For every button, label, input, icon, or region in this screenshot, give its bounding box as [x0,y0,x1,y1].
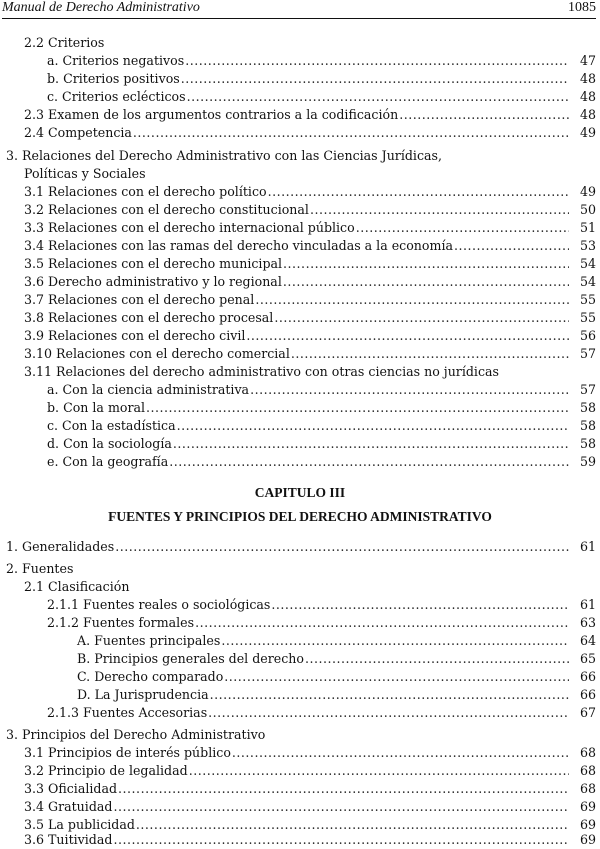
toc-entry: 1. Generalidades ..... 61 [6,538,596,556]
toc-entry: 2.1.2 Fuentes formales ..... 63 [47,614,596,632]
toc-entry: 3.5 La publicidad ..... 69 [24,816,596,834]
toc-entry: 3.10 Relaciones con el derecho comercial ..... 57 [24,345,596,363]
toc-heading: 3. Relaciones del Derecho Administrativo con las Ciencias Jurídicas, [6,148,442,163]
page-number: 1085 [568,0,596,15]
toc-entry: 3.1 Relaciones con el derecho político ..... 49 [24,183,596,201]
toc-entry: 3.2 Principio de legalidad ..... 68 [24,762,596,780]
toc-entry: b. Con la moral ..... 58 [47,399,596,417]
toc-entry: 2.1.3 Fuentes Accesorias ..... 67 [47,704,596,722]
toc-entry: e. Con la geografía ..... 59 [47,453,596,471]
toc-entry: 3.1 Principios de interés público ..... 68 [24,744,596,762]
toc-entry: C. Derecho comparado ..... 66 [77,668,596,686]
chapter-title: FUENTES Y PRINCIPIOS DEL DERECHO ADMINISTRATIVO [108,509,492,524]
toc-entry: 3.4 Gratuidad ..... 69 [24,798,596,816]
toc-heading: Políticas y Sociales [24,166,146,181]
toc-entry: 2.1.1 Fuentes reales o sociológicas ..... 61 [47,596,596,614]
toc-entry: c. Criterios eclécticos ..... 48 [47,88,596,106]
toc-entry: A. Fuentes principales ..... 64 [77,632,596,650]
toc-entry: a. Criterios negativos ..... 47 [47,52,596,70]
toc-entry: 3.3 Relaciones con el derecho internacional público ..... 51 [24,219,596,237]
toc-heading: 3.11 Relaciones del derecho administrativo con otras ciencias no jurídicas [24,364,499,379]
book-title: Manual de Derecho Administrativo [2,0,200,15]
toc-entry: b. Criterios positivos ..... 48 [47,70,596,88]
toc-entry: 3.6 Tuitividad ..... 69 [24,831,596,849]
toc-entry: 2.4 Competencia ..... 49 [24,124,596,142]
toc-entry: D. La Jurisprudencia ..... 66 [77,686,596,704]
toc-heading: 2.2 Criterios [24,35,105,50]
toc-entry: d. Con la sociología ..... 58 [47,435,596,453]
toc-entry: 3.8 Relaciones con el derecho procesal ..... 55 [24,309,596,327]
toc-entry: 3.2 Relaciones con el derecho constitucional ..... 50 [24,201,596,219]
toc-heading: 2.1 Clasificación [24,579,130,594]
toc-entry: 3.9 Relaciones con el derecho civil ..... 56 [24,327,596,345]
toc-entry: 3.7 Relaciones con el derecho penal ..... 55 [24,291,596,309]
toc-entry: 3.4 Relaciones con las ramas del derecho vinculadas a la economía ..... 53 [24,237,596,255]
toc-entry: 3.3 Oficialidad ..... 68 [24,780,596,798]
chapter-label: CAPITULO III [254,485,346,500]
toc-entry: 3.6 Derecho administrativo y lo regional ..... 54 [24,273,596,291]
toc-entry: B. Principios generales del derecho ..... 65 [77,650,596,668]
toc-entry: a. Con la ciencia administrativa ..... 57 [47,381,596,399]
toc-heading: 2. Fuentes [6,561,74,576]
toc-entry: c. Con la estadística ..... 58 [47,417,596,435]
running-header [2,0,596,19]
toc-entry: 3.5 Relaciones con el derecho municipal ..... 54 [24,255,596,273]
toc-entry: 2.3 Examen de los argumentos contrarios a la codificación ..... 48 [24,106,596,124]
toc-heading: 3. Principios del Derecho Administrativo [6,727,266,742]
